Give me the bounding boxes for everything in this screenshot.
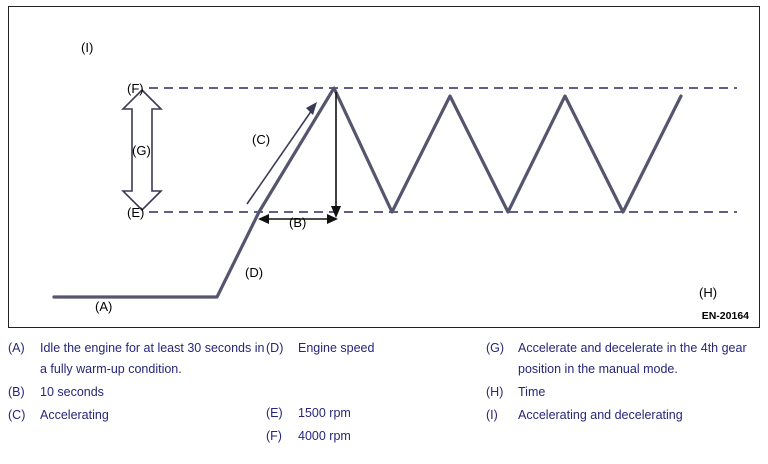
legend-text: 10 seconds [40, 385, 104, 399]
marker-f-label: (F) [127, 81, 144, 96]
marker-c-label: (C) [252, 132, 271, 147]
diagram-code: EN-20164 [701, 310, 749, 322]
legend-item [8, 405, 266, 426]
legend-text: Time [518, 385, 546, 399]
legend-key: (G) [486, 341, 505, 355]
accelerating-arrow-line [247, 110, 312, 204]
marker-g-label: (G) [132, 143, 151, 158]
ten-second-arrow-left [258, 214, 269, 224]
legend [8, 338, 760, 458]
marker-h-label: (H) [699, 285, 718, 300]
marker-b-label: (B) [289, 215, 307, 230]
legend-item [8, 338, 266, 380]
legend-column-3 [486, 338, 760, 458]
legend-column-2 [266, 338, 486, 458]
legend-key: (F) [266, 429, 282, 443]
legend-item [8, 382, 266, 403]
legend-item [266, 403, 486, 424]
legend-key: (D) [266, 341, 284, 355]
legend-item [486, 405, 760, 426]
marker-e-label: (E) [127, 205, 145, 220]
legend-key: (E) [266, 406, 283, 420]
legend-key: (B) [8, 385, 25, 399]
legend-text: Accelerating [40, 408, 109, 422]
legend-item [486, 338, 760, 380]
legend-column-1 [8, 338, 266, 458]
marker-a-label: (A) [95, 299, 113, 314]
diagram-frame [8, 6, 760, 328]
legend-text: 1500 rpm [298, 406, 351, 420]
legend-text: Engine speed [298, 341, 375, 355]
legend-text: Accelerate and decelerate in the 4th gear position in the manual mode. [518, 341, 747, 376]
engine-speed-waveform [9, 7, 759, 327]
legend-item [266, 426, 486, 447]
legend-item [486, 382, 760, 403]
legend-key: (A) [8, 341, 25, 355]
accelerating-arrow-head [306, 102, 317, 115]
legend-text: Accelerating and decelerating [518, 408, 683, 422]
legend-text: Idle the engine for at least 30 seconds in a fully warm-up condition. [40, 341, 265, 376]
legend-text: 4000 rpm [298, 429, 351, 443]
marker-i-label: (I) [81, 40, 94, 55]
legend-item [266, 338, 486, 359]
legend-key: (H) [486, 385, 504, 399]
marker-d-label: (D) [245, 265, 264, 280]
legend-key: (C) [8, 408, 26, 422]
legend-key: (I) [486, 408, 498, 422]
